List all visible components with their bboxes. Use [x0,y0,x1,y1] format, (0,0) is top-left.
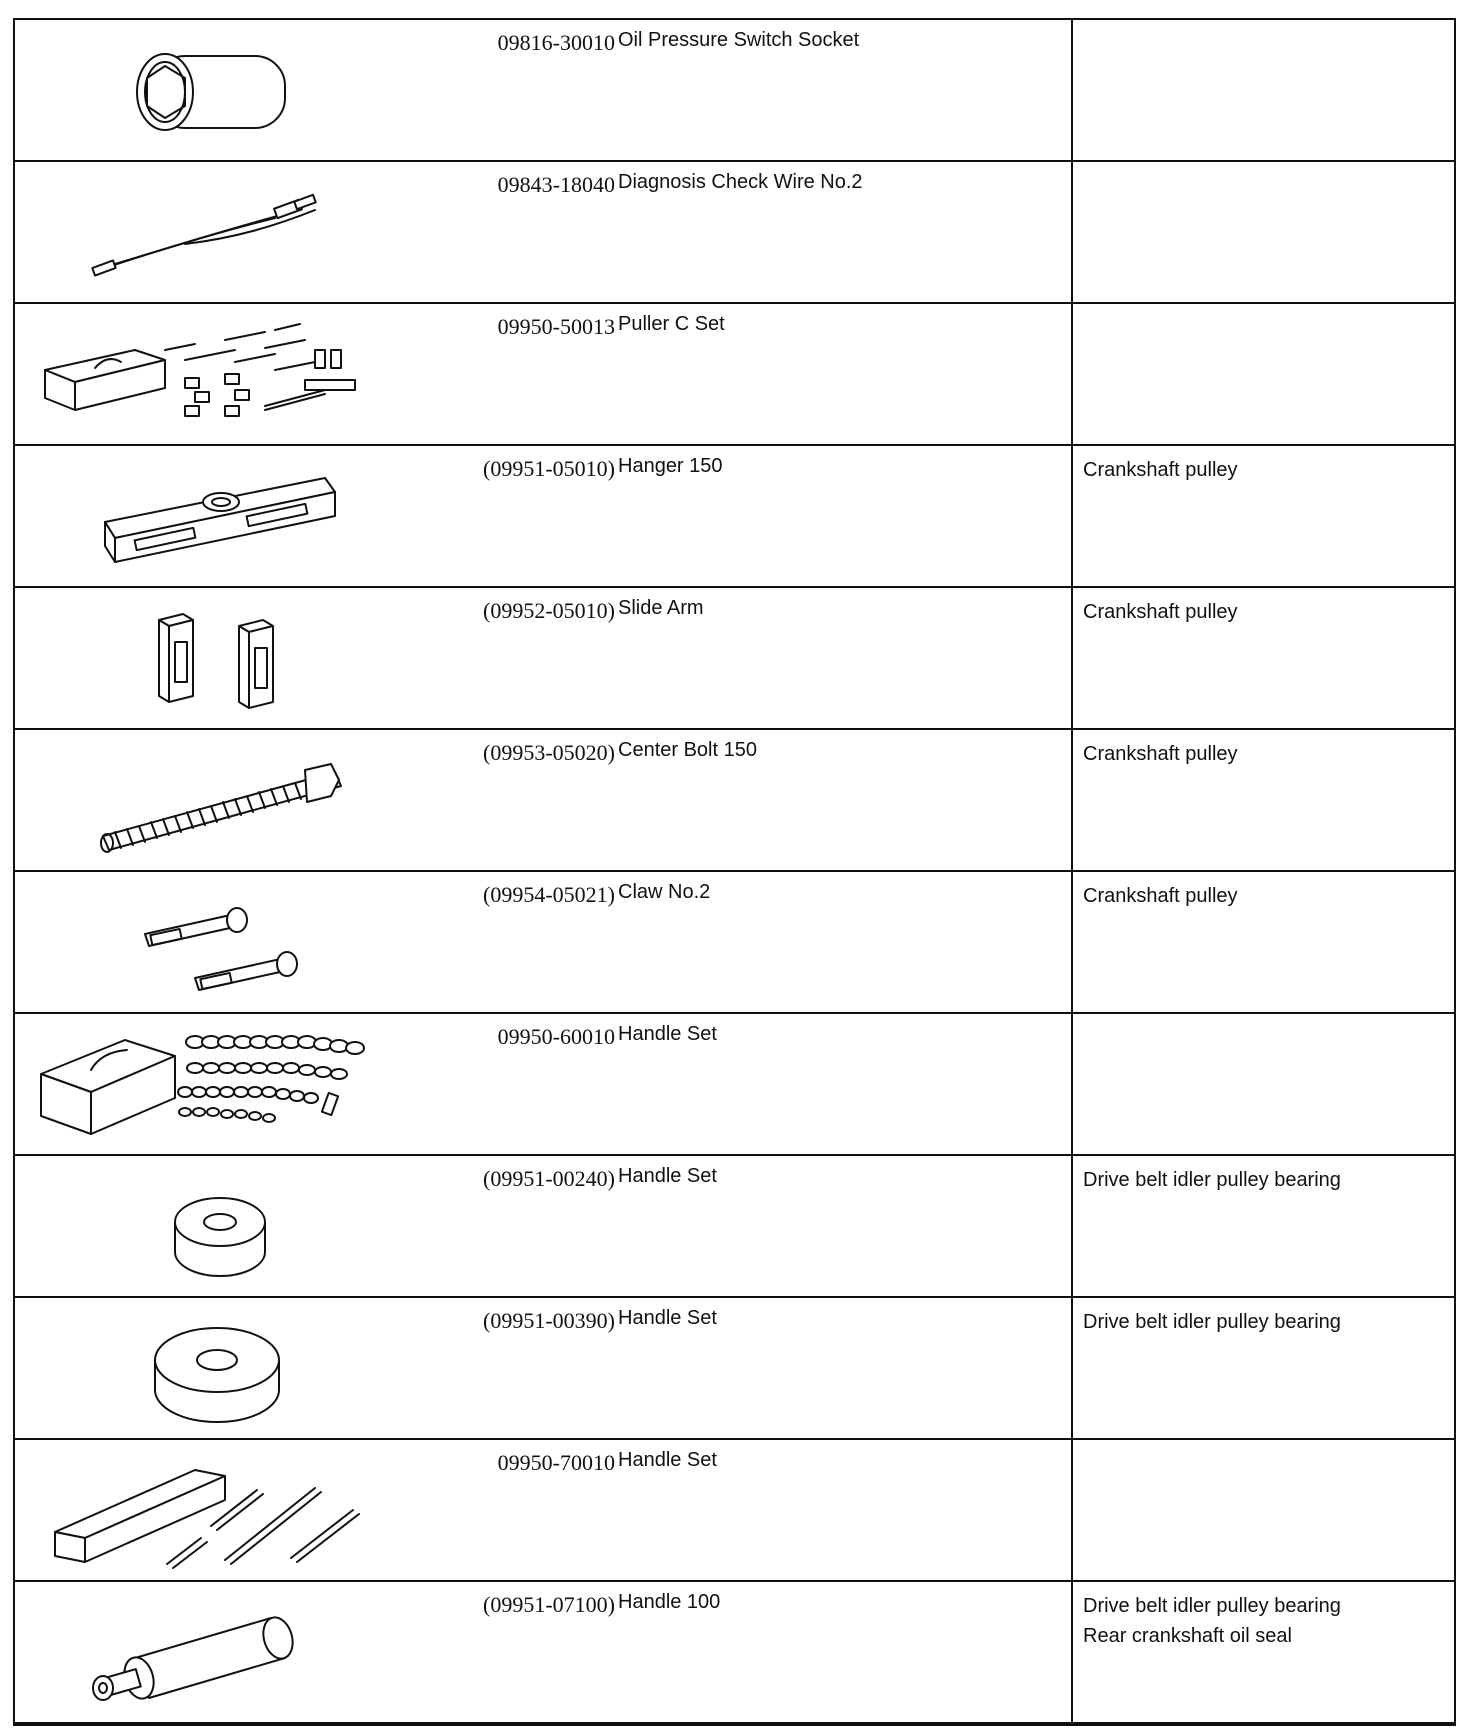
small-replacer-icon [35,1162,415,1290]
part-name: Handle Set [618,1307,717,1329]
note: Crankshaft pulley [1083,601,1238,623]
column-divider [1071,20,1073,1724]
socket-icon [35,26,415,154]
part-number: 09950-50013 [497,314,615,339]
part-name: Oil Pressure Switch Socket [618,29,860,51]
part-number: (09953-05020) [483,740,615,765]
part-name: Handle Set [618,1165,717,1187]
table-row [15,588,1454,730]
part-name: Center Bolt 150 [618,739,757,761]
part-name: Puller C Set [618,313,725,335]
note: Drive belt idler pulley bearing [1083,1169,1341,1191]
part-number: (09952-05010) [483,598,615,623]
table-row [15,1298,1454,1440]
part-number: (09951-00240) [483,1166,615,1191]
part-number: (09951-07100) [483,1592,615,1617]
part-name: Slide Arm [618,597,704,619]
table-row [15,730,1454,872]
note: Crankshaft pulley [1083,743,1238,765]
center-bolt-icon [35,736,415,864]
puller-set-icon [35,310,415,438]
table-row [15,162,1454,304]
handle-set-icon [35,1446,415,1574]
part-number: 09950-60010 [497,1024,615,1049]
table-row [15,304,1454,446]
table-row [15,1156,1454,1298]
table-row [15,20,1454,162]
part-name: Handle Set [618,1023,717,1045]
slide-arm-icon [35,594,415,722]
table-row [15,1582,1454,1724]
handle-icon [35,1588,415,1716]
replacer-set-icon [35,1020,415,1148]
large-replacer-icon [35,1304,415,1432]
part-number: (09951-00390) [483,1308,615,1333]
table-row [15,1014,1454,1156]
table-row [15,872,1454,1014]
part-number: 09843-18040 [497,172,615,197]
table-row [15,446,1454,588]
check-wire-icon [35,168,415,296]
part-name: Claw No.2 [618,881,711,903]
part-name: Diagnosis Check Wire No.2 [618,171,863,193]
note: Drive belt idler pulley bearing [1083,1311,1341,1333]
note: Drive belt idler pulley bearing Rear crankshaft oil seal [1083,1595,1341,1647]
note: Crankshaft pulley [1083,459,1238,481]
part-number: (09954-05021) [483,882,615,907]
part-name: Handle Set [618,1449,717,1471]
part-number: 09950-70010 [497,1450,615,1475]
claw-icon [35,878,415,1006]
table-row [15,1440,1454,1582]
part-name: Handle 100 [618,1591,721,1613]
hanger-icon [35,452,415,580]
note: Crankshaft pulley [1083,885,1238,907]
part-name: Hanger 150 [618,455,723,477]
part-number: (09951-05010) [483,456,615,481]
tools-table [13,18,1456,1726]
part-number: 09816-30010 [497,30,615,55]
